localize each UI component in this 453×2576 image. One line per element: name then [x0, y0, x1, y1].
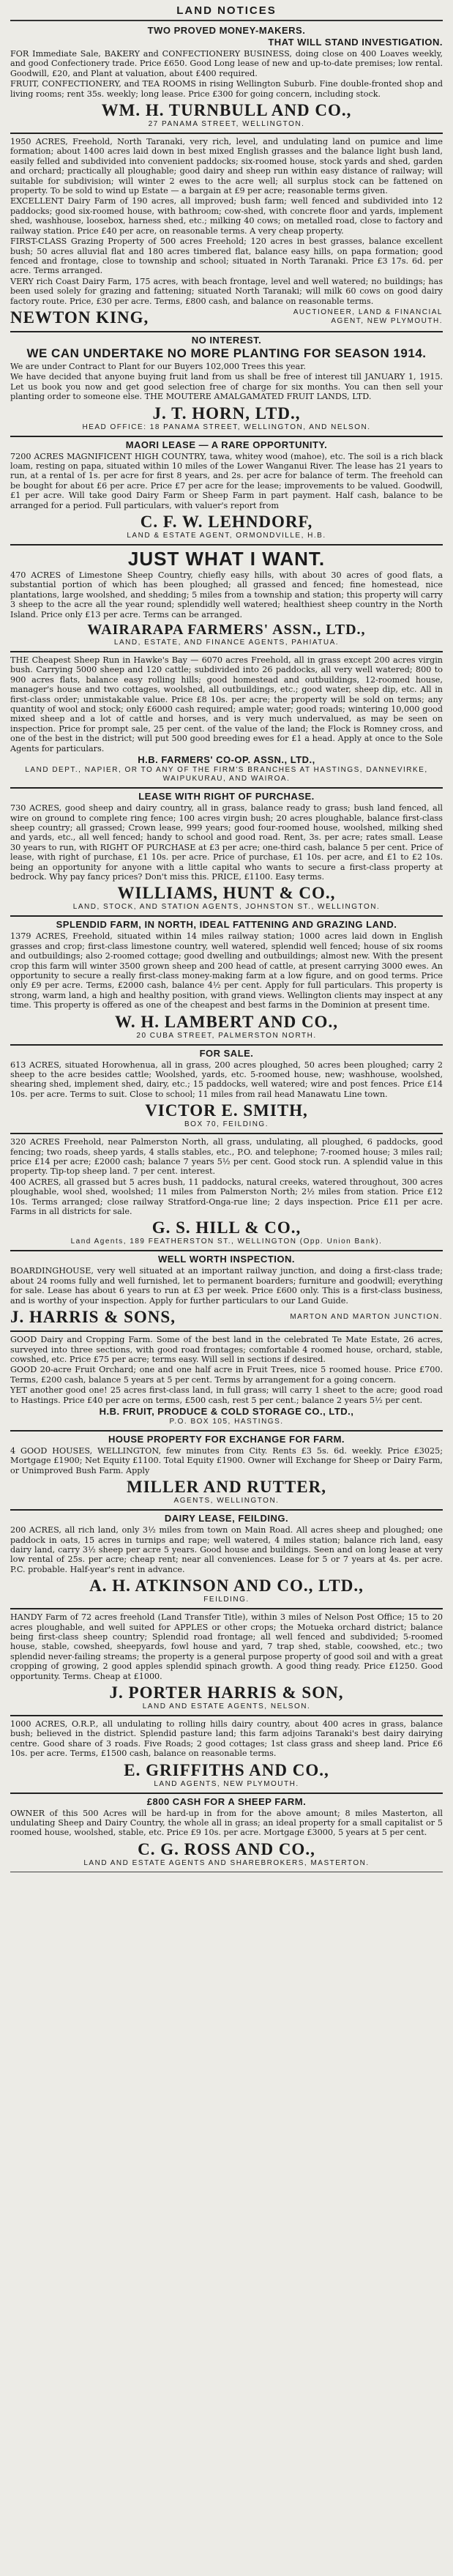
- ad-paragraph: GOOD 20-acre Fruit Orchard; one and one half acre in Fruit Trees, nice 5 roomed house. Price £700. Terms, £200 cash, balance 5 years at 5 per cent. Terms by arrangement for a going concern.: [10, 1365, 443, 1385]
- advertisement-newton-king: [10, 134, 443, 332]
- advertisement-porter-harris: [10, 1609, 443, 1716]
- advertiser-address: LAND DEPT., NAPIER, OR TO ANY OF THE FIRM'S BRANCHES AT HASTINGS, DANNEVIRKE, WAIPUKURAU, AND WAIROA.: [25, 766, 428, 783]
- ad-headline: DAIRY LEASE, FEILDING.: [164, 1513, 289, 1525]
- ad-paragraph: 7200 ACRES MAGNIFICENT HIGH COUNTRY, tawa, whitey wood (mahoe), etc. The soil is a rich black loam, resting on papa, situated within 10 miles of the Lower Wanganui River. The lease has 21 years to run, at a rental of 1s. per acre for first 8 years, and 2s. per acre for balance of term. The freehold can be bought for about £6 per acre. Price £7 per acre for the lease; improvements to be valued. Goodwill, £1 per acre. Will take good Dairy Farm or Sheep Farm in part payment. Half cash, balance to be arranged for a period. Full particulars, with valuer's report from: [10, 451, 443, 510]
- ad-paragraph: HANDY Farm of 72 acres freehold (Land Transfer Title), within 3 miles of Nelson Post Office; 15 to 20 acres ploughable, and well suited for APPLES or other crops; the Motueka orchard district; balance being first-class sheep country; Splendid road frontage; all well fenced and subdivided; 5-roomed house, stable, cowshed, sheepyards, fowl house and yard, 7 trap shed, stable, coowshed, etc.; two splendid never-failing streams; the property is a general purpose property of good soil and with a great cropping of growing, 2 good apples splendid spinach growth. A good thing ready. Price £1250. Good opportunity. Terms. Cheap at £1000.: [10, 1612, 443, 1681]
- ad-headline: JUST WHAT I WANT.: [127, 548, 326, 570]
- ad-headline: WE CAN UNDERTAKE NO MORE PLANTING FOR SEASON 1914.: [26, 346, 427, 360]
- ad-paragraph: FOR Immediate Sale, BAKERY and CONFECTIONERY BUSINESS, doing close on 400 Loaves weekly, and good Confectionery trade. Price £650. Good Long lease of new and up-to-date premises; low rental. Goodwill, £20, and Plant at valuation, about £400 required.: [10, 49, 443, 78]
- advertiser-address: FEILDING.: [203, 1596, 250, 1604]
- ad-paragraph: GOOD Dairy and Cropping Farm. Some of the best land in the celebrated Te Mate Estate, 26 acres, surveyed into three sections, with good road frontages; comfortable 4 roomed house, orchard, stable, cowshed, etc. Price £75 per acre; terms easy. Will sell in sections if desired.: [10, 1335, 443, 1364]
- ad-paragraph: FIRST-CLASS Grazing Property of 500 acres Freehold; 120 acres in best grasses, balance excellent bush; 50 acres alluvial flat and 180 acres timbered flat, balance easy hills, on papa formation; good fenced and frontage, close to township and school; situated in North Taranaki. Price £3 17s. 6d. per acre. Terms arranged.: [10, 237, 443, 276]
- advertiser-name: WAIRARAPA FARMERS' ASSN., LTD.,: [87, 622, 366, 639]
- advertiser-address: Land Agents, 189 FEATHERSTON ST., WELLINGTON (Opp. Union Bank).: [70, 1237, 383, 1246]
- advertisement-gs-hill: [10, 1134, 443, 1251]
- ad-headline: WELL WORTH INSPECTION.: [158, 1254, 295, 1265]
- advertiser-name: J. T. HORN, LTD.,: [152, 403, 301, 422]
- ad-headline: FOR SALE.: [199, 1047, 254, 1059]
- advertiser-name: WILLIAMS, HUNT & CO.,: [117, 884, 336, 903]
- advertiser-name: J. HARRIS & SONS,: [10, 1308, 176, 1327]
- ad-paragraph: THE Cheapest Sheep Run in Hawke's Bay — 6070 acres Freehold, all in grass except 200 acres virgin bush. Carrying 5000 sheep and 120 cattle; subdivided into 26 paddocks, all very well watered; 800 to 900 acres flats, balance easy rolling hills; good homestead and outbuildings, 12-roomed house, manager's house and two cottages, woolshed, all outbuildings, etc.; good water, sheep dip, etc. All in first-class order; unmistakable value. Price £8 10s. per acre; the property will be sold on terms; any quantity of wool and stock; only £6000 cash required; ample water; good roads; wintering 10,000 good mixed sheep and a lot of cattle and horses, and is very much undervalued, as may be seen on inspection. Price for prompt sale, 25 per cent. of the value of the land; the Flock is Romney cross, and one of the best in the district; will put 500 good breeding ewes for £1 a head. Apply at once to the Sole Agents for particulars.: [10, 655, 443, 753]
- advertiser-name: C. F. W. LEHNDORF,: [140, 513, 313, 531]
- advertiser-name: G. S. HILL & CO.,: [151, 1218, 302, 1237]
- advertisement-victor-smith: [10, 1046, 443, 1135]
- advertiser-address: 20 CUBA STREET, PALMERSTON NORTH.: [136, 1031, 317, 1040]
- ad-headline: LEASE WITH RIGHT OF PURCHASE.: [138, 791, 315, 803]
- ad-paragraph: BOARDINGHOUSE, very well situated at an important railway junction, and doing a first-class trade; about 24 rooms fully and well furnished, let to permanent boarders; furniture and goodwill; everything for sale. Lease has about 6 years to run at £3 per week. Price £600 only. This is a first-class business, and is worthy of your inspection. Apply for further particulars to our Land Guide.: [10, 1266, 443, 1306]
- advertiser-address: LAND, STOCK, AND STATION AGENTS, JOHNSTON ST., WELLINGTON.: [72, 903, 381, 912]
- signature-row: [10, 308, 443, 327]
- advertisement-atkinson: [10, 1511, 443, 1609]
- ad-headline: NO INTEREST.: [191, 334, 262, 346]
- advertisement-miller-rutter: [10, 1432, 443, 1511]
- ad-paragraph: 470 ACRES of Limestone Sheep Country, chiefly easy hills, with about 30 acres of good flats, a substantial portion of which has been ploughed; all grassed and fenced; fine homestead, nice plantations, large woolshed, and shedding; 5 miles from a township and station; this property will carry 3 sheep to the acre all the year round; splendidly well watered; healthiest sheep country in the North Island. Price only £13 per acre. Terms can be arranged.: [10, 570, 443, 619]
- ad-headline: TWO PROVED MONEY-MAKERS.: [147, 25, 306, 36]
- ad-headline: HOUSE PROPERTY FOR EXCHANGE FOR FARM.: [108, 1433, 345, 1445]
- advertisement-griffiths: [10, 1716, 443, 1794]
- ad-paragraph: 1379 ACRES, Freehold, situated within 14 miles railway station; 1000 acres laid down in English grasses and crop; first-class limestone country, well watered, splendid well fenced; house of six rooms and outbuildings; also 2-roomed cottage; good dwelling and outbuildings; almost new. With the present crop this farm will winter 3500 grown sheep and 200 head of cattle, at present carrying 3000 ewes. An opportunity to secure a really first-class money-making farm at a low figure, and on good terms. Price only £9 per acre. Terms, £2000 cash, balance 4½ per cent. Apply for full particulars. This property is strong, warm land, a high and healthy position, with grand views. Wellington clients may inspect at any time. This property is offered as one of the cheapest and best farms in the Dominion at present time.: [10, 931, 443, 1010]
- advertiser-address: LAND AND ESTATE AGENTS, NELSON.: [142, 1702, 311, 1711]
- advertisement-wairarapa: [10, 546, 443, 652]
- advertiser-name: NEWTON KING,: [10, 308, 149, 327]
- ad-headline: £800 CASH FOR A SHEEP FARM.: [146, 1795, 307, 1807]
- ad-paragraph: 200 ACRES, all rich land, only 3½ miles from town on Main Road. All acres sheep and ploughed; one paddock in oats, 15 acres in turnips and rape; well watered, 4 miles station; balance rich land, easy dairy land, carry 3½ sheep per acre 5 years. Good house and buildings. Seen and on long lease at very low rental of 25s. per acre; cheap rent; near all conveniences. Lease for 5 or 7 years at 4s. per acre. P.C. probable. Half-year's rent in advance.: [10, 1525, 443, 1574]
- advertisement-horn: [10, 332, 443, 437]
- section-header: LAND NOTICES: [10, 3, 443, 21]
- advertiser-address: AUCTIONEER, LAND & FINANCIAL AGENT, NEW PLYMOUTH.: [293, 308, 443, 326]
- advertiser-address: BOX 70, FEILDING.: [184, 1120, 269, 1129]
- advertiser-address: 27 PANAMA STREET, WELLINGTON.: [148, 120, 305, 129]
- advertiser-name: VICTOR E. SMITH,: [145, 1101, 308, 1120]
- ad-paragraph: 613 ACRES, situated Horowhenua, all in grass, 200 acres ploughed, 50 acres been ploughed; carry 2 sheep to the acre besides cattle; Woolshed, yards, etc. 5-roomed house, new; washhouse, woolshed, shearing shed, implement shed, dairy, etc.; 15 paddocks, well watered; wire and post fences. Price £14 10s. per acre. Terms to suit. Close to school; 11 miles from rail head Manawatu Line town.: [10, 1060, 443, 1099]
- ad-paragraph: We are under Contract to Plant for our Buyers 102,000 Trees this year.: [10, 361, 306, 371]
- advertiser-name: H.B. FARMERS' CO-OP. ASSN., LTD.,: [138, 754, 315, 766]
- advertiser-address: MARTON AND MARTON JUNCTION.: [290, 1312, 443, 1321]
- advertiser-name: E. GRIFFITHS AND CO.,: [124, 1760, 329, 1779]
- ad-paragraph: YET another good one! 25 acres first-class land, in full grass; will carry 1 sheet to the acre; good road to Hastings. Price £40 per acre on terms, £500 cash, rest 5 per cent.; balance 2 years 5½ per cent.: [10, 1385, 443, 1405]
- ad-headline: THAT WILL STAND INVESTIGATION.: [268, 37, 443, 48]
- advertisement-hb-fruit: [10, 1332, 443, 1432]
- signature-row: [10, 1307, 443, 1327]
- advertiser-address: P.O. BOX 105, HASTINGS.: [169, 1417, 284, 1426]
- advertiser-name: H.B. FRUIT, PRODUCE & COLD STORAGE CO., LTD.,: [99, 1405, 354, 1417]
- advertiser-name: C. G. ROSS AND CO.,: [138, 1839, 315, 1858]
- ad-paragraph: 400 ACRES, all grassed but 5 acres bush, 11 paddocks, natural creeks, watered throughout, 300 acres ploughable, wool shed, woolshed; 11 miles from Palmerston North; 2½ miles from station. Price £12 10s. Terms arranged; close railway Stratford-Onga-rue line; 2 days inspection. Price £11 per acre. Farms in all districts for sale.: [10, 1177, 443, 1217]
- advertisement-harris-sons: [10, 1251, 443, 1332]
- advertiser-name: W. H. LAMBERT AND CO.,: [115, 1012, 338, 1031]
- advertiser-name: J. PORTER HARRIS & SON,: [109, 1683, 344, 1702]
- advertiser-name: A. H. ATKINSON AND CO., LTD.,: [89, 1577, 364, 1596]
- ad-paragraph: 4 GOOD HOUSES, WELLINGTON, few minutes from City. Rents £3 5s. 6d. weekly. Price £3025; Mortgage £1900; Net Equity £1100. Total Equity £1900. Owner will Exchange for Sheep or Dairy Farm, or Unimproved Bush Farm. Apply: [10, 1445, 443, 1475]
- advertisement-lambert: [10, 917, 443, 1045]
- advertisement-williams-hunt: [10, 789, 443, 917]
- ad-paragraph: EXCELLENT Dairy Farm of 190 acres, all improved; bush farm; well fenced and subdivided into 12 paddocks; good six-roomed house, with bathroom; cow-shed, with concrete floor and yards, implement shed, washhouse, loosebox, harness shed, etc.; milking 40 cows; on metalled road, close to factory and railway station. Price £40 per acre, on reasonable terms. A very cheap property.: [10, 196, 443, 236]
- advertiser-address: LAND AND ESTATE AGENTS AND SHAREBROKERS, MASTERTON.: [83, 1858, 370, 1867]
- ad-paragraph: 1950 ACRES, Freehold, North Taranaki, very rich, level, and undulating land on pumice and lime formation; about 1400 acres laid down in best mixed English grasses and the balance light bush land, easily felled and subdivided into convenient paddocks; six-roomed house, stock yards and shed, garden and orchard; practically all ploughable; good dairy and sheep run within easy distance of railway; will suitable for subdivision; will winter 2 ewes to the acre well; all surplus stock can be fattened on property. To be sold to wind up Estate — a bargain at £9 per acre; reasonable terms given.: [10, 137, 443, 196]
- ad-headline: SPLENDID FARM, IN NORTH, IDEAL FATTENING AND GRAZING LAND.: [56, 919, 397, 931]
- ad-paragraph: 730 ACRES, good sheep and dairy country, all in grass, balance ready to grass; bush land fenced, all wire on ground to complete ring fence; 100 acres virgin bush; 20 acres ploughable, balance first-class sheep country; all grassed; Crown lease, 999 years; good four-roomed house, woolshed, milking shed and yards, etc., all well fenced; handy to school and good road. Rent, 3s. per acre; rates small. Lease 30 years to run, with RIGHT OF PURCHASE at £3 per acre; one-third cash, balance 5 per cent. Price of lease, with right of purchase, £1 10s. per acre. Price of purchase, £1 10s. per acre, and £1 to £2 10s. being an opportunity for anyone with a little capital who wants to secure a first-class property at bedrock. Why pay fancy prices? Don't miss this. PRICE, £1100. Easy terms.: [10, 803, 443, 882]
- advertisement-ross: [10, 1794, 443, 1872]
- ad-paragraph: We have decided that anyone buying fruit land from us shall be free of interest till JANUARY 1, 1915. Let us book you now and get good selection free of charge for six months. You can then sell your planting order to someone else. THE MOUTERE AMALGAMATED FRUIT LANDS, LTD.: [10, 372, 443, 402]
- advertisement-lehndorf: [10, 437, 443, 546]
- advertisement-hb-farmers: [10, 652, 443, 789]
- ad-paragraph: VERY rich Coast Dairy Farm, 175 acres, with beach frontage, level and well watered; no buildings; has been used solely for grazing and fattening; situated North Taranaki; will milk 60 cows on good dairy factory route. Price, £30 per acre. Terms, £800 cash, and balance on reasonable terms.: [10, 276, 443, 306]
- advertiser-name: WM. H. TURNBULL AND CO.,: [101, 101, 352, 120]
- ad-paragraph: 1000 ACRES, O.R.P., all undulating to rolling hills dairy country, about 400 acres in grass, balance bush; believed in the district. Splendid pasture land; this farm adjoins Taranaki's best dairy dairying centre. Good share of 3 roads. Five Roads; 2 good cottages; 1st class grass and sheep land. Price £6 10s. per acre. Terms, £1500 cash, balance on reasonable terms.: [10, 1719, 443, 1759]
- advertiser-name: MILLER AND RUTTER,: [127, 1478, 326, 1497]
- advertiser-address: LAND & ESTATE AGENT, ORMONDVILLE, H.B.: [127, 532, 326, 540]
- advertiser-address: LAND AGENTS, NEW PLYMOUTH.: [154, 1779, 299, 1788]
- ad-paragraph: 320 ACRES Freehold, near Palmerston North, all grass, undulating, all ploughed, 6 paddocks, good fencing; two roads, sheep yards, 4 stalls stables, etc., P.O. and telephone; 7-roomed house; 3 miles rail; price £14 per acre; £2000 cash; balance 7 years 5½ per cent. Good stock run. A splendid value in this property. Tip-top sheep land. 7 per cent. interest.: [10, 1137, 443, 1177]
- advertisement-turnbull: [10, 23, 443, 134]
- ad-paragraph: OWNER of this 500 Acres will be hard-up in from for the above amount; 8 miles Masterton, all undulating Sheep and Dairy Country, the whole all in grass; an ideal property for a small capitalist or 5 roomed house, woolshed, stable, etc. Price £9 10s. per acre. Mortgage £3000, 5 years at 5 per cent.: [10, 1808, 443, 1838]
- advertiser-address: LAND, ESTATE, AND FINANCE AGENTS, PAHIATUA.: [113, 639, 340, 647]
- ad-headline: MAORI LEASE — A RARE OPPORTUNITY.: [125, 439, 328, 450]
- ad-paragraph: FRUIT, CONFECTIONERY, and TEA ROOMS in rising Wellington Suburb. Fine double-fronted shop and living rooms; rent 35s. weekly; long lease. Price £300 for going concern, including stock.: [10, 79, 443, 99]
- advertiser-address: AGENTS, WELLINGTON.: [173, 1497, 280, 1505]
- advertiser-address: HEAD OFFICE: 18 PANAMA STREET, WELLINGTON, AND NELSON.: [82, 422, 371, 431]
